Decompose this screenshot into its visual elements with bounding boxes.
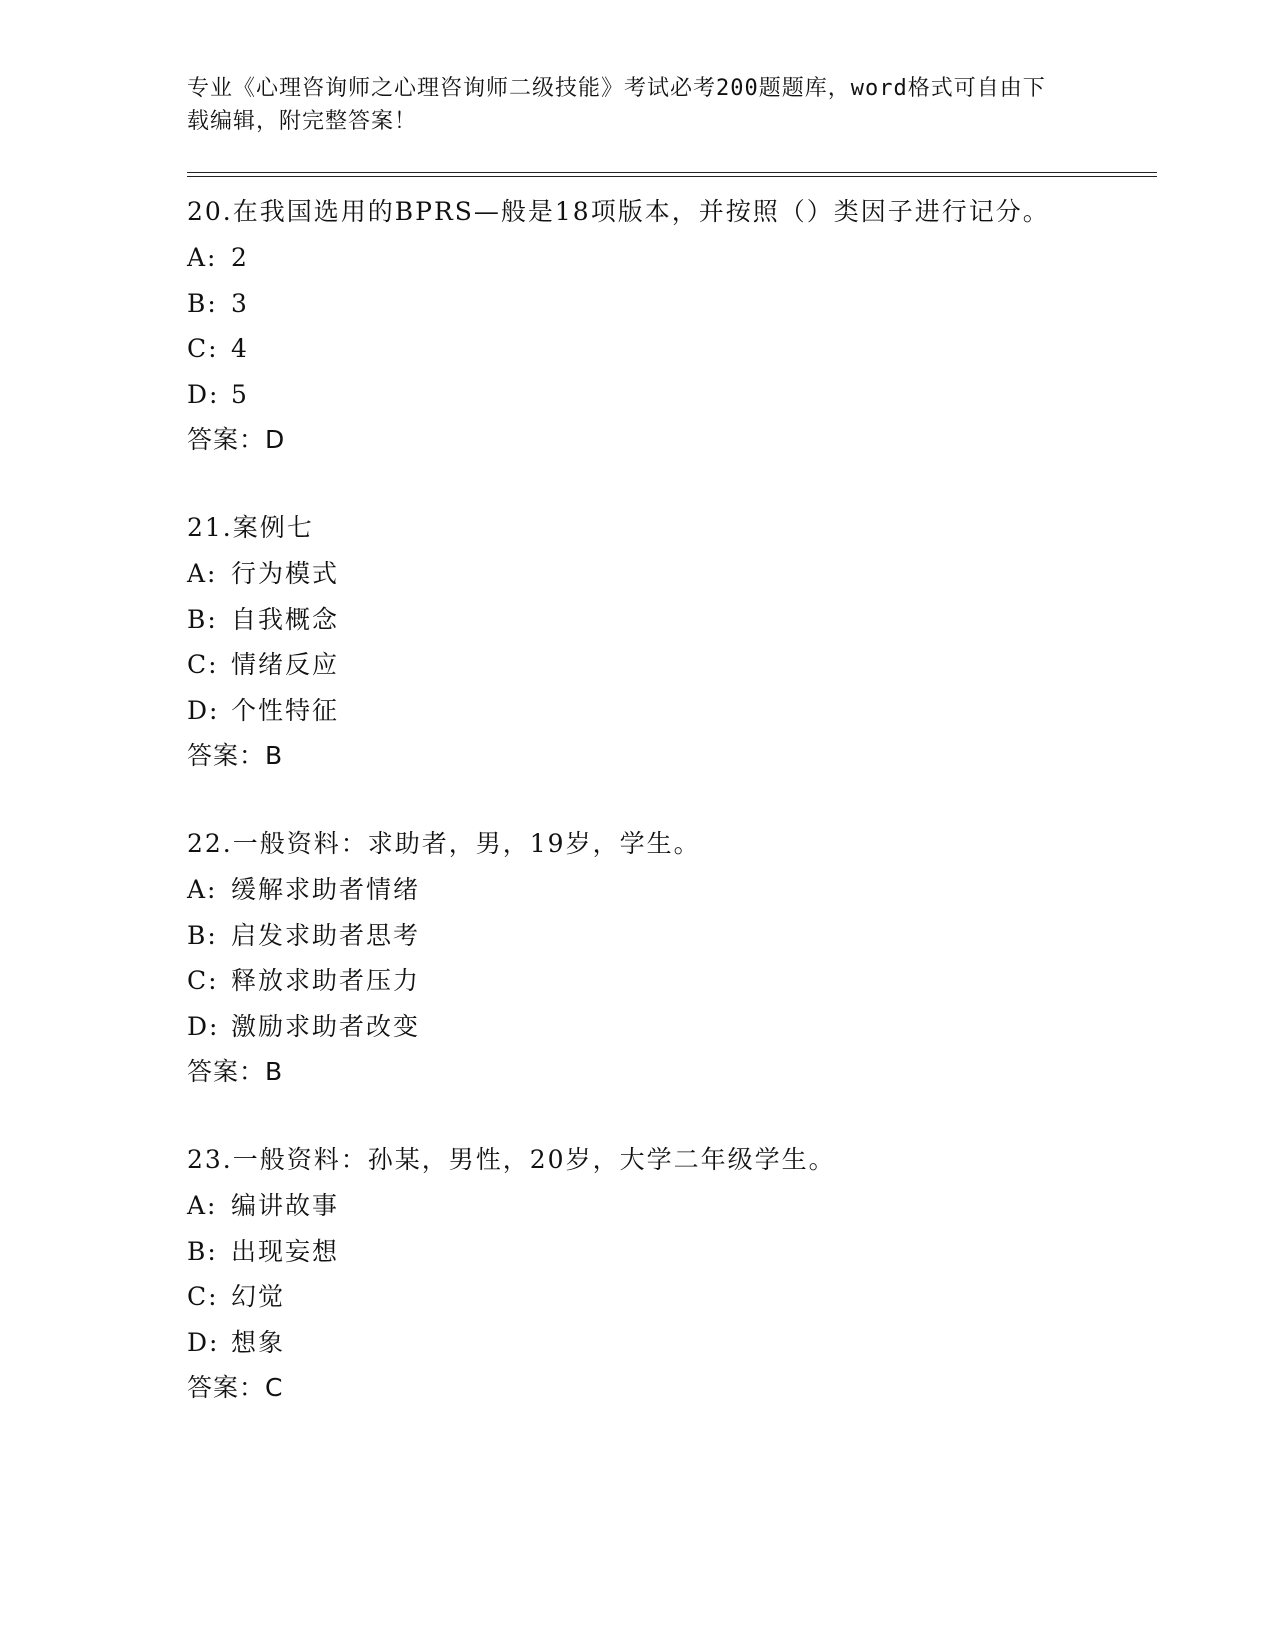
- option-letter: D:: [187, 1011, 220, 1041]
- option-letter: B:: [187, 604, 218, 634]
- option-b: [187, 1229, 1157, 1275]
- option-c: [187, 642, 1157, 688]
- option-c: [187, 1274, 1157, 1320]
- option-text: 激励求助者改变: [231, 1011, 421, 1041]
- option-c: [187, 958, 1157, 1004]
- option-d: [187, 688, 1157, 734]
- option-text: 情绪反应: [231, 650, 340, 679]
- question-item: [187, 1137, 1157, 1411]
- option-b: [187, 281, 1157, 327]
- option-text: 出现妄想: [231, 1236, 340, 1266]
- option-letter: C:: [187, 966, 219, 995]
- option-b: [187, 913, 1157, 959]
- option-d: [187, 372, 1157, 418]
- answer-line: 答案：B: [187, 1057, 284, 1086]
- question-list: [187, 189, 1157, 1411]
- option-letter: C:: [187, 650, 219, 679]
- option-text: 想象: [231, 1327, 286, 1357]
- question-stem: 22.一般资料：求助者，男，19岁，学生。: [187, 829, 701, 858]
- document-page: [187, 72, 1157, 1453]
- option-letter: A:: [187, 875, 218, 904]
- question-stem: 20.在我国选用的BPRS—般是18项版本，并按照（）类因子进行记分。: [187, 197, 1050, 226]
- answer-line: 答案：C: [187, 1373, 284, 1402]
- option-letter: B:: [187, 920, 218, 950]
- option-c: [187, 326, 1157, 372]
- option-text: 自我概念: [231, 604, 340, 634]
- option-a: [187, 551, 1157, 597]
- option-text: 幻觉: [231, 1282, 286, 1311]
- option-text: 缓解求助者情绪: [231, 875, 421, 904]
- option-d: [187, 1320, 1157, 1366]
- question-stem: 23.一般资料：孙某，男性，20岁，大学二年级学生。: [187, 1145, 836, 1174]
- option-letter: B:: [187, 1236, 218, 1266]
- option-letter: B:: [187, 288, 218, 318]
- question-stem: 21.案例七: [187, 513, 314, 542]
- option-text: 3: [231, 288, 249, 318]
- option-letter: A:: [187, 243, 218, 272]
- option-letter: C:: [187, 334, 219, 363]
- option-text: 5: [231, 379, 249, 409]
- option-a: [187, 235, 1157, 281]
- option-text: 个性特征: [231, 695, 340, 725]
- option-a: [187, 867, 1157, 913]
- option-letter: A:: [187, 559, 218, 588]
- document-header: 专业《心理咨询师之心理咨询师二级技能》考试必考200题题库，word格式可自由下载编辑，附完整答案！: [187, 76, 1046, 134]
- option-d: [187, 1004, 1157, 1050]
- question-item: [187, 505, 1157, 779]
- header-divider: [187, 172, 1157, 177]
- option-letter: D:: [187, 379, 220, 409]
- option-letter: D:: [187, 1327, 220, 1357]
- option-text: 行为模式: [231, 559, 340, 588]
- option-text: 编讲故事: [231, 1191, 340, 1220]
- option-text: 4: [231, 334, 249, 363]
- option-text: 2: [231, 243, 249, 272]
- option-text: 释放求助者压力: [231, 966, 421, 995]
- option-letter: C:: [187, 1282, 219, 1311]
- option-letter: D:: [187, 695, 220, 725]
- answer-line: 答案：D: [187, 425, 286, 454]
- option-a: [187, 1183, 1157, 1229]
- option-text: 启发求助者思考: [231, 920, 421, 950]
- question-item: [187, 821, 1157, 1095]
- option-b: [187, 597, 1157, 643]
- option-letter: A:: [187, 1191, 218, 1220]
- answer-line: 答案：B: [187, 741, 284, 770]
- question-item: [187, 189, 1157, 463]
